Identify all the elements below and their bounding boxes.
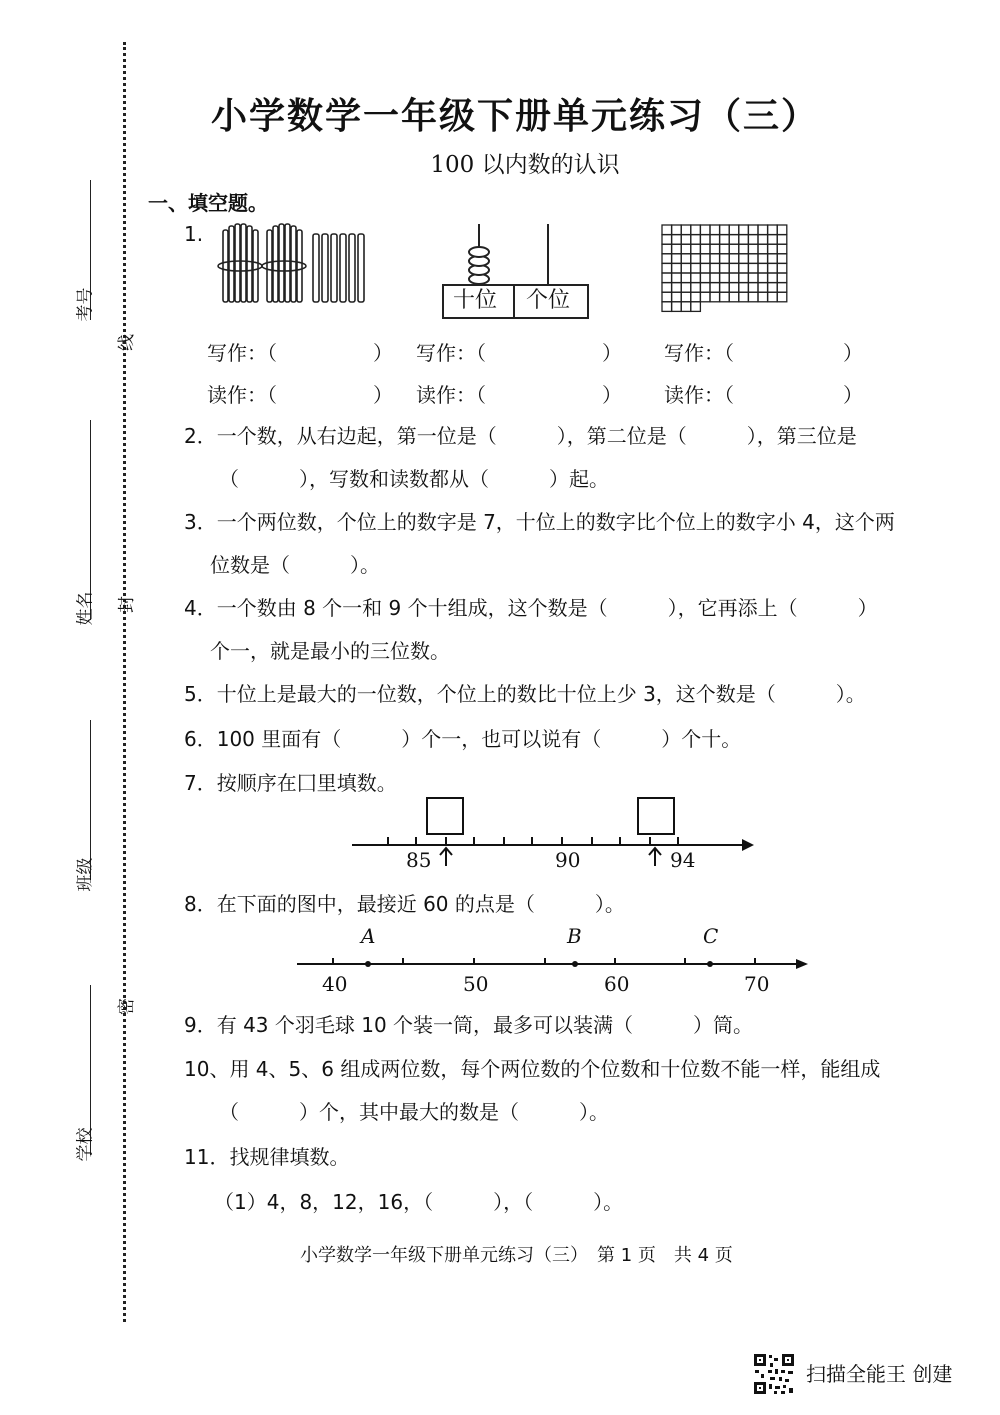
grid-cell [681, 273, 691, 283]
grid-cell [662, 273, 672, 283]
grid-cell [662, 244, 672, 254]
grid-cell [739, 235, 749, 245]
q1a-read-close: ） [373, 383, 393, 407]
grid-cell [662, 302, 672, 312]
grid-cell [662, 235, 672, 245]
grid-cell [758, 273, 768, 283]
seal-char-secret: 密 [117, 998, 137, 1015]
q1a-write-label: 写作：（ [207, 341, 277, 365]
stick-bundles-figure [215, 218, 375, 308]
section-heading: 一、填空题。 [148, 191, 268, 215]
grid-cell [691, 235, 701, 245]
grid-cell [700, 273, 710, 283]
grid-cell [768, 235, 778, 245]
q4-line1: 4．一个数由 8 个一和 9 个十组成，这个数是（ ），它再添上（ ） [184, 596, 878, 620]
grid-cell [777, 235, 787, 245]
grid-cell [758, 254, 768, 264]
grid-cell [681, 292, 691, 302]
grid-cell [700, 283, 710, 293]
grid-cell [768, 283, 778, 293]
name-line [90, 420, 91, 620]
class-line [90, 720, 91, 880]
grid-cell [748, 263, 758, 273]
grid-cell [777, 244, 787, 254]
grid-cell [672, 283, 682, 293]
q7-label-90: 90 [555, 848, 581, 872]
grid-cell [710, 235, 720, 245]
q7-label-94: 94 [670, 848, 696, 872]
grid-cell [748, 235, 758, 245]
grid-cell [672, 254, 682, 264]
grid-cell [681, 254, 691, 264]
grid-cell [729, 244, 739, 254]
grid-cell [729, 225, 739, 235]
grid-cell [691, 225, 701, 235]
q1c-write-label: 写作：（ [664, 341, 734, 365]
grid-cell [739, 273, 749, 283]
q1a-write-close: ） [373, 341, 393, 365]
seal-char-seal: 封 [117, 596, 137, 613]
grid-cell [710, 225, 720, 235]
grid-cell [777, 292, 787, 302]
grid-cell [672, 302, 682, 312]
grid-cell [672, 235, 682, 245]
grid-cell [729, 235, 739, 245]
q8-axis-label-40: 40 [322, 972, 348, 996]
grid-cell [681, 244, 691, 254]
q8-number-line [295, 950, 815, 980]
grid-cell [672, 263, 682, 273]
grid-cell [700, 244, 710, 254]
grid-cell [748, 225, 758, 235]
grid-cell [748, 244, 758, 254]
grid-cell [700, 254, 710, 264]
grid-cell [700, 263, 710, 273]
grid-cell [729, 283, 739, 293]
school-label: 学校 [75, 1127, 96, 1162]
grid-cell [768, 273, 778, 283]
grid-cell [691, 283, 701, 293]
q1c-read-label: 读作：（ [664, 383, 734, 407]
grid-cell [739, 283, 749, 293]
grid-cell [720, 254, 730, 264]
grid-cell [777, 225, 787, 235]
grid-cell [758, 244, 768, 254]
grid-cell [700, 292, 710, 302]
grid-cell [720, 235, 730, 245]
qr-code-icon [752, 1352, 796, 1396]
q3-line1: 3．一个两位数，个位上的数字是 7，十位上的数字比个位上的数字小 4，这个两 [184, 510, 895, 534]
grid-cell [739, 244, 749, 254]
page-footer: 小学数学一年级下册单元练习（三） 第 1 页 共 4 页 [300, 1245, 733, 1266]
grid-cell [662, 292, 672, 302]
grid-cell [691, 263, 701, 273]
q10-line2: （ ）个，其中最大的数是（ ）。 [219, 1100, 609, 1124]
q8-point-b-label: B [567, 924, 582, 948]
grid-cell [662, 254, 672, 264]
q4-line2: 个一，就是最小的三位数。 [210, 639, 450, 663]
grid-cell [777, 254, 787, 264]
grid-cell [758, 292, 768, 302]
grid-cell [768, 292, 778, 302]
abacus-ones-label: 个位 [526, 288, 571, 313]
scanner-watermark: 扫描全能王 创建 [806, 1362, 953, 1386]
q1b-read-label: 读作：（ [416, 383, 486, 407]
grid-cell [768, 225, 778, 235]
seal-char-line: 线 [117, 334, 137, 351]
grid-cell [710, 273, 720, 283]
grid-cell [662, 263, 672, 273]
grid-cell [691, 273, 701, 283]
grid-cell [739, 263, 749, 273]
grid-cell [700, 235, 710, 245]
grid-cell [672, 225, 682, 235]
q1b-write-close: ） [602, 341, 622, 365]
grid-cell [729, 292, 739, 302]
name-label: 姓名 [75, 591, 96, 626]
grid-cell [681, 235, 691, 245]
q1c-write-close: ） [843, 341, 863, 365]
abacus-tens-label: 十位 [453, 288, 498, 313]
grid-cell [739, 292, 749, 302]
grid-cell [729, 263, 739, 273]
q2-line1: 2．一个数，从右边起，第一位是（ ），第二位是（ ），第三位是 [184, 424, 857, 448]
grid-cell [691, 244, 701, 254]
grid-cell [758, 235, 768, 245]
grid-cell [739, 225, 749, 235]
grid-cell [662, 283, 672, 293]
grid-cell [777, 263, 787, 273]
grid-cell [748, 283, 758, 293]
q9-line1: 9．有 43 个羽毛球 10 个装一筒，最多可以装满（ ）筒。 [184, 1013, 754, 1037]
grid-cell [691, 292, 701, 302]
grid-cell [672, 244, 682, 254]
grid-cell [720, 244, 730, 254]
class-label: 班级 [75, 857, 96, 892]
grid-cell [710, 292, 720, 302]
q1c-read-close: ） [843, 383, 863, 407]
q5-line1: 5．十位上是最大的一位数，个位上的数比十位上少 3，这个数是（ ）。 [184, 682, 866, 706]
q7-line1: 7．按顺序在囗里填数。 [184, 771, 397, 795]
grid-cell [700, 225, 710, 235]
grid-cell [739, 254, 749, 264]
grid-cell [777, 273, 787, 283]
q8-line1: 8．在下面的图中，最接近 60 的点是（ ）。 [184, 892, 625, 916]
grid-cell [710, 254, 720, 264]
grid-cell [748, 292, 758, 302]
q11-line2: （1）4，8，12，16，（ ），（ ）。 [214, 1190, 624, 1214]
q8-point-a-label: A [361, 924, 376, 948]
grid-cell [672, 273, 682, 283]
exam-number-label: 考号 [75, 287, 96, 322]
grid-cell [720, 283, 730, 293]
grid-cell [681, 302, 691, 312]
grid-cell [768, 244, 778, 254]
q1-number: 1. [184, 222, 204, 246]
q8-axis-label-50: 50 [463, 972, 489, 996]
grid-cell [681, 225, 691, 235]
q1b-read-close: ） [602, 383, 622, 407]
q8-axis-label-60: 60 [604, 972, 630, 996]
grid-cell [710, 263, 720, 273]
grid-cell [729, 273, 739, 283]
grid-cell [758, 283, 768, 293]
grid-cell [720, 273, 730, 283]
q6-line1: 6．100 里面有（ ）个一，也可以说有（ ）个十。 [184, 727, 742, 751]
grid-cell [720, 225, 730, 235]
q1b-write-label: 写作：（ [416, 341, 486, 365]
grid-cell [748, 254, 758, 264]
q10-line1: 10、用 4、5、6 组成两位数，每个两位数的个位数和十位数不能一样，能组成 [184, 1057, 881, 1081]
grid-cell [720, 292, 730, 302]
grid-cell [710, 244, 720, 254]
q7-label-85: 85 [406, 848, 432, 872]
q8-point-c-label: C [703, 924, 719, 948]
q11-line1: 11．找规律填数。 [184, 1145, 350, 1169]
grid-cell [710, 283, 720, 293]
grid-cell [768, 254, 778, 264]
q3-line2: 位数是（ ）。 [210, 553, 380, 577]
hundred-grid-figure [660, 223, 792, 323]
grid-cell [758, 263, 768, 273]
grid-cell [681, 283, 691, 293]
q2-line2: （ ），写数和读数都从（ ）起。 [219, 467, 609, 491]
grid-cell [681, 263, 691, 273]
binding-dotted-line [123, 42, 126, 1322]
grid-cell [691, 254, 701, 264]
grid-cell [768, 263, 778, 273]
grid-cell [729, 254, 739, 264]
page-title: 小学数学一年级下册单元练习（三） [210, 96, 819, 137]
page-subtitle: 100 以内数的认识 [430, 152, 620, 178]
grid-cell [672, 292, 682, 302]
q1a-read-label: 读作：（ [207, 383, 277, 407]
grid-cell [758, 225, 768, 235]
grid-cell [748, 273, 758, 283]
grid-cell [662, 225, 672, 235]
grid-cell [777, 283, 787, 293]
grid-cell [720, 263, 730, 273]
q8-axis-label-70: 70 [744, 972, 770, 996]
grid-cell [691, 302, 701, 312]
